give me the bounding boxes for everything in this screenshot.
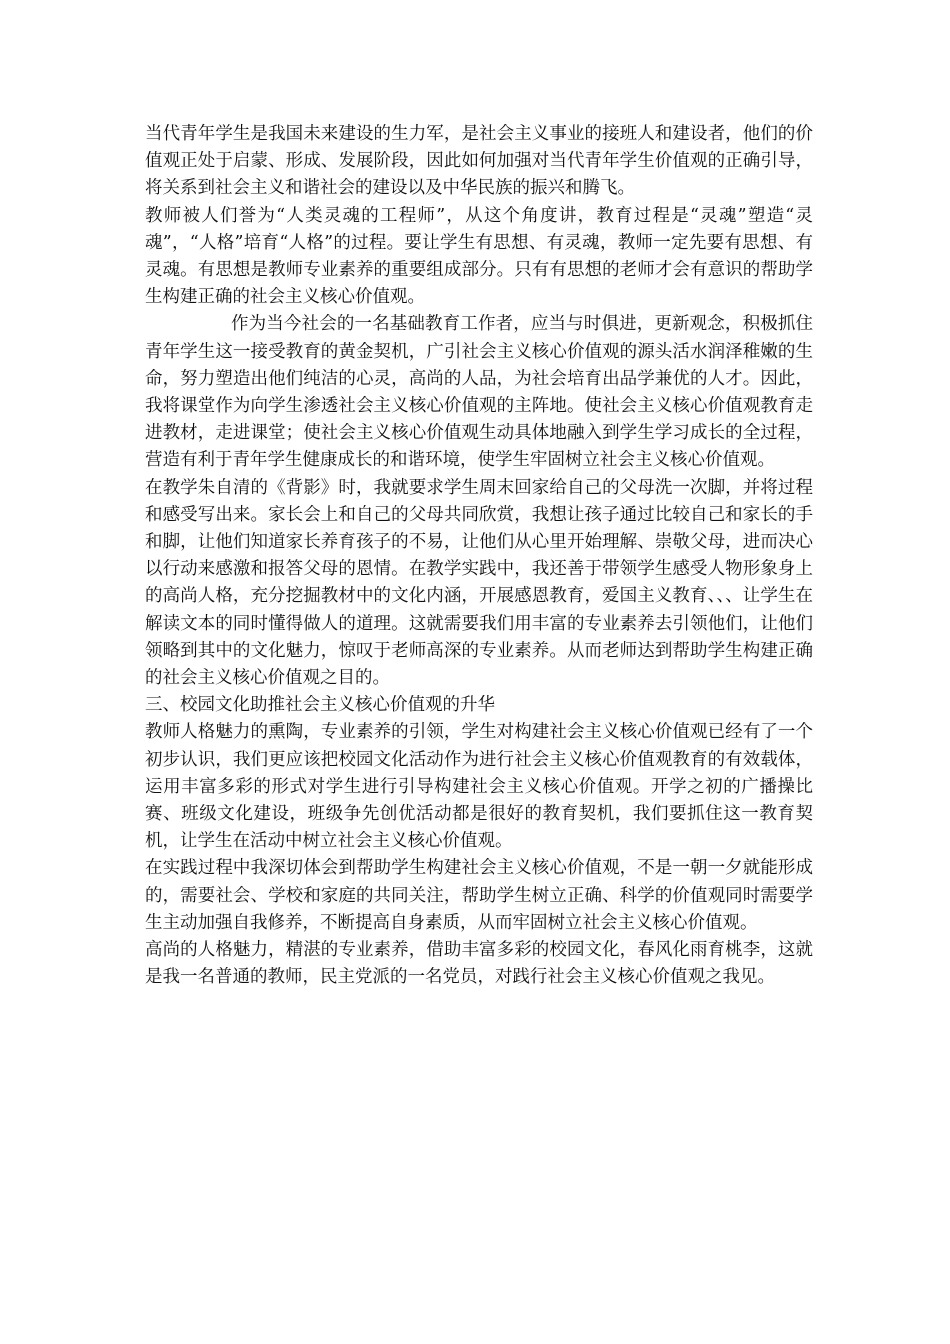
paragraph-intro: 当代青年学生是我国未来建设的生力军，是社会主义事业的接班人和建设者，他们的价值观正处于启蒙、形成、发展阶段，因此如何加强对当代青年学生价值观的正确引导，将关系到社会主义和谐社会的建设以及中华民族的振兴和腾飞。: [145, 124, 813, 199]
paragraph-classroom-example: 在教学朱自清的《背影》时，我就要求学生周末回家给自己的父母洗一次脚，并将过程和感受写出来。家长会上和自己的父母共同欣赏，我想让孩子通过比较自己和家长的手和脚，让他们知道家长养育孩子的不易，让他们从心里开始理解、崇敬父母，进而决心以行动来感激和报答父母的恩情。在教学实践中，我还善于带领学生感受人物形象身上的高尚人格，充分挖掘教材中的文化内涵，开展感恩教育，爱国主义教育、、、让学生在解读文本的同时懂得做人的道理。这就需要我们用丰富的专业素养去引领他们，让他们领略到其中的文化魅力，惊叹于老师高深的专业素养。从而老师达到帮助学生构建正确的社会主义核心价值观之目的。: [145, 477, 813, 689]
paragraph-practice-reflection: 在实践过程中我深切体会到帮助学生构建社会主义核心价值观，不是一朝一夕就能形成的，需要社会、学校和家庭的共同关注，帮助学生树立正确、科学的价值观同时需要学生主动加强自我修养，不断提高自身素质，从而牢固树立社会主义核心价值观。: [145, 858, 813, 933]
paragraph-teacher-soul: 教师被人们誉为“人类灵魂的工程师”，从这个角度讲，教育过程是“灵魂”塑造“灵魂”，“人格”培育“人格”的过程。要让学生有思想、有灵魂，教师一定先要有思想、有灵魂。有思想是教师专业素养的重要组成部分。只有有思想的老师才会有意识的帮助学生构建正确的社会主义核心价值观。: [145, 205, 813, 308]
section-heading-campus-culture: 三、校园文化助推社会主义核心价值观的升华: [145, 695, 495, 716]
document-body: [145, 121, 813, 992]
paragraph-conclusion: 高尚的人格魅力，精湛的专业素养，借助丰富多彩的校园文化，春风化雨育桃李，这就是我一名普通的教师，民主党派的一名党员，对践行社会主义核心价值观之我见。: [145, 940, 813, 988]
paragraph-educator-role: 作为当今社会的一名基础教育工作者，应当与时俱进，更新观念，积极抓住青年学生这一接受教育的黄金契机，广引社会主义核心价值观的源头活水润泽稚嫩的生命，努力塑造出他们纯洁的心灵，高尚的人品，为社会培育出品学兼优的人才。因此，我将课堂作为向学生渗透社会主义核心价值观的主阵地。使社会主义核心价值观教育走进教材，走进课堂；使社会主义核心价值观生动具体地融入到学生学习成长的全过程，营造有利于青年学生健康成长的和谐环境，使学生牢固树立社会主义核心价值观。: [145, 314, 813, 471]
paragraph-campus-activities: 教师人格魅力的熏陶，专业素养的引领，学生对构建社会主义核心价值观已经有了一个初步认识，我们更应该把校园文化活动作为进行社会主义核心价值观教育的有效载体，运用丰富多彩的形式对学生进行引导构建社会主义核心价值观。开学之初的广播操比赛、班级文化建设，班级争先创优活动都是很好的教育契机，我们要抓住这一教育契机，让学生在活动中树立社会主义核心价值观。: [145, 722, 813, 852]
